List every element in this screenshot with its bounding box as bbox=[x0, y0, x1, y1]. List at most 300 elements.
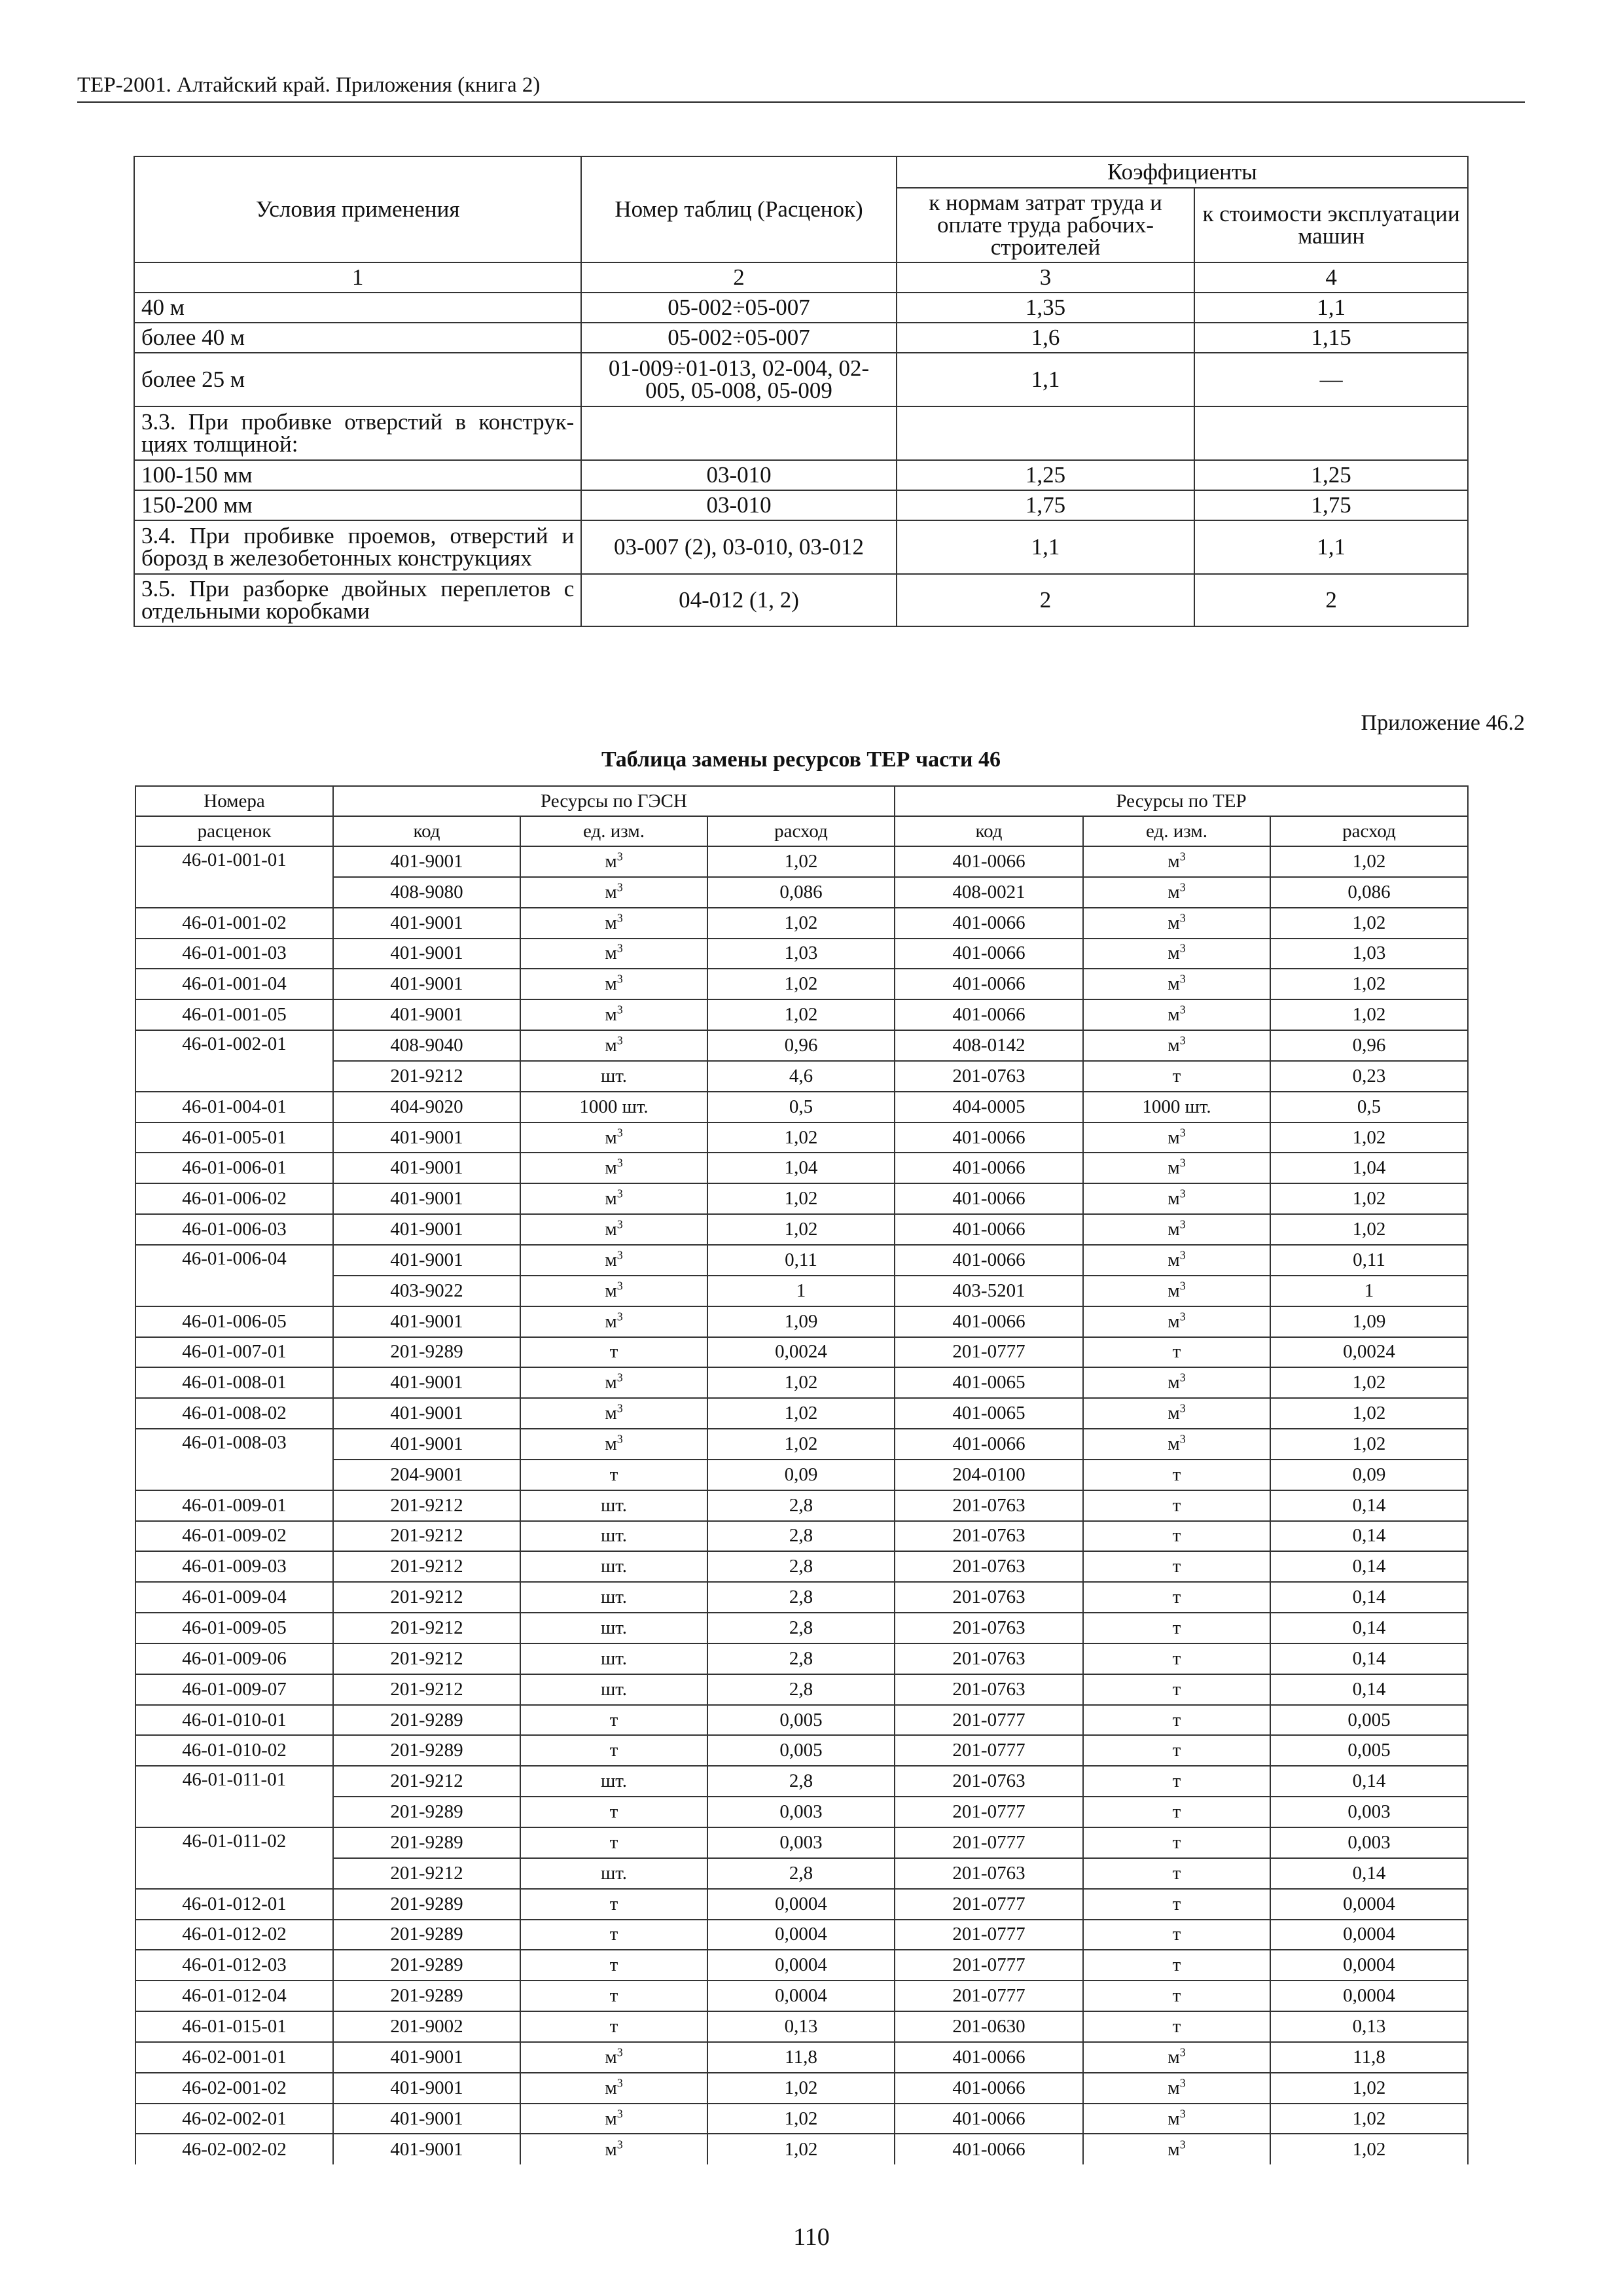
gesn-qty-cell: 0,0004 bbox=[707, 1889, 895, 1920]
table-row bbox=[135, 846, 1468, 877]
ter-code-cell: 403-5201 bbox=[895, 1276, 1083, 1306]
table-row bbox=[135, 2011, 1468, 2042]
rate-number-cell: 46-02-002-02 bbox=[135, 2134, 333, 2164]
ter-qty-cell: 0,11 bbox=[1270, 1245, 1468, 1276]
rate-number-cell: 46-01-002-01 bbox=[135, 1030, 333, 1092]
table-row bbox=[135, 2073, 1468, 2104]
ter-unit-cell: $м^3$ bbox=[1083, 969, 1270, 999]
machine-coef-cell: 1,15 bbox=[1194, 323, 1468, 353]
table-row bbox=[135, 1214, 1468, 1245]
ter-qty-cell: 1,02 bbox=[1270, 2134, 1468, 2164]
gesn-code-cell: 401-9001 bbox=[333, 1398, 520, 1429]
table-row bbox=[135, 1582, 1468, 1613]
gesn-code-cell: 201-9212 bbox=[333, 1582, 520, 1613]
gesn-code-cell: 201-9212 bbox=[333, 1766, 520, 1797]
header-gesn-code: код bbox=[333, 816, 520, 846]
table-row bbox=[134, 406, 1468, 460]
labor-coef-cell: 1,35 bbox=[897, 293, 1195, 323]
ter-unit-cell: $м^3$ bbox=[1083, 1367, 1270, 1398]
gesn-qty-cell: 0,005 bbox=[707, 1735, 895, 1766]
header-rate-numbers: Номера bbox=[135, 786, 333, 816]
condition-cell: 3.3. При пробивке отверстий в конструк-циях толщиной: bbox=[134, 406, 581, 460]
table-row bbox=[135, 877, 1468, 908]
gesn-code-cell: 201-9212 bbox=[333, 1858, 520, 1889]
rate-number-cell: 46-01-006-02 bbox=[135, 1183, 333, 1214]
ter-qty-cell: 0,14 bbox=[1270, 1613, 1468, 1643]
ter-qty-cell: 0,005 bbox=[1270, 1735, 1468, 1766]
gesn-code-cell: 201-9289 bbox=[333, 1705, 520, 1736]
table-row bbox=[135, 1122, 1468, 1153]
gesn-code-cell: 401-9001 bbox=[333, 1429, 520, 1460]
gesn-qty-cell: 0,005 bbox=[707, 1705, 895, 1736]
table-row bbox=[135, 1183, 1468, 1214]
gesn-qty-cell: 0,0004 bbox=[707, 1981, 895, 2011]
ter-qty-cell: 0,0004 bbox=[1270, 1889, 1468, 1920]
table-row bbox=[135, 1061, 1468, 1092]
gesn-qty-cell: 1,02 bbox=[707, 969, 895, 999]
table-row bbox=[135, 1245, 1468, 1276]
table-row bbox=[135, 1367, 1468, 1398]
ter-code-cell: 401-0066 bbox=[895, 1183, 1083, 1214]
ter-code-cell: 401-0066 bbox=[895, 1429, 1083, 1460]
ter-qty-cell: 0,14 bbox=[1270, 1858, 1468, 1889]
gesn-unit-cell: $м^3$ bbox=[520, 1367, 707, 1398]
labor-coef-cell: 1,75 bbox=[897, 490, 1195, 520]
table-row bbox=[135, 1460, 1468, 1490]
gesn-unit-cell: т bbox=[520, 1797, 707, 1827]
gesn-unit-cell: $м^3$ bbox=[520, 1245, 707, 1276]
ter-code-cell: 201-0763 bbox=[895, 1582, 1083, 1613]
rate-number-cell: 46-01-008-01 bbox=[135, 1367, 333, 1398]
ter-qty-cell: 1,02 bbox=[1270, 969, 1468, 999]
gesn-code-cell: 401-9001 bbox=[333, 2042, 520, 2073]
ter-unit-cell: $м^3$ bbox=[1083, 939, 1270, 969]
labor-coef-cell: 1,6 bbox=[897, 323, 1195, 353]
tables-cell: 05-002÷05-007 bbox=[581, 323, 896, 353]
machine-coef-cell bbox=[1194, 406, 1468, 460]
ter-qty-cell: 1,02 bbox=[1270, 1122, 1468, 1153]
ter-unit-cell: $м^3$ bbox=[1083, 2134, 1270, 2164]
condition-cell: более 40 м bbox=[134, 323, 581, 353]
gesn-qty-cell: 1,02 bbox=[707, 1398, 895, 1429]
table-row bbox=[135, 1674, 1468, 1705]
gesn-code-cell: 401-9001 bbox=[333, 2104, 520, 2134]
table-row bbox=[135, 969, 1468, 999]
rate-number-cell: 46-01-009-06 bbox=[135, 1643, 333, 1674]
table-row bbox=[134, 490, 1468, 520]
gesn-code-cell: 204-9001 bbox=[333, 1460, 520, 1490]
gesn-unit-cell: шт. bbox=[520, 1490, 707, 1521]
ter-qty-cell: 1,02 bbox=[1270, 1367, 1468, 1398]
gesn-unit-cell: $м^3$ bbox=[520, 1030, 707, 1061]
ter-unit-cell: $м^3$ bbox=[1083, 1306, 1270, 1337]
gesn-unit-cell: $м^3$ bbox=[520, 2073, 707, 2104]
ter-qty-cell: 1 bbox=[1270, 1276, 1468, 1306]
rate-number-cell: 46-01-009-07 bbox=[135, 1674, 333, 1705]
gesn-qty-cell: 2,8 bbox=[707, 1766, 895, 1797]
ter-code-cell: 201-0777 bbox=[895, 1889, 1083, 1920]
ter-qty-cell: 0,13 bbox=[1270, 2011, 1468, 2042]
ter-code-cell: 201-0777 bbox=[895, 1827, 1083, 1858]
gesn-unit-cell: $м^3$ bbox=[520, 1276, 707, 1306]
gesn-unit-cell: $м^3$ bbox=[520, 1306, 707, 1337]
rate-number-cell: 46-01-008-03 bbox=[135, 1429, 333, 1490]
gesn-qty-cell: 0,09 bbox=[707, 1460, 895, 1490]
gesn-qty-cell: 1,02 bbox=[707, 908, 895, 939]
gesn-code-cell: 201-9212 bbox=[333, 1551, 520, 1582]
gesn-unit-cell: т bbox=[520, 1337, 707, 1368]
gesn-code-cell: 201-9289 bbox=[333, 1337, 520, 1368]
gesn-unit-cell: 1000 шт. bbox=[520, 1092, 707, 1122]
tables-cell bbox=[581, 406, 896, 460]
table-row bbox=[135, 1797, 1468, 1827]
gesn-unit-cell: шт. bbox=[520, 1582, 707, 1613]
gesn-qty-cell: 11,8 bbox=[707, 2042, 895, 2073]
table-row bbox=[134, 293, 1468, 323]
ter-code-cell: 201-0630 bbox=[895, 2011, 1083, 2042]
header-ter-qty: расход bbox=[1270, 816, 1468, 846]
ter-code-cell: 201-0763 bbox=[895, 1643, 1083, 1674]
ter-code-cell: 401-0066 bbox=[895, 846, 1083, 877]
resource-replacement-table bbox=[135, 785, 1469, 2164]
gesn-qty-cell: 0,96 bbox=[707, 1030, 895, 1061]
ter-unit-cell: $м^3$ bbox=[1083, 1214, 1270, 1245]
gesn-unit-cell: т bbox=[520, 1889, 707, 1920]
column-number: 4 bbox=[1194, 262, 1468, 293]
gesn-qty-cell: 1,02 bbox=[707, 999, 895, 1030]
machine-coef-cell: 2 bbox=[1194, 574, 1468, 626]
gesn-code-cell: 201-9212 bbox=[333, 1613, 520, 1643]
gesn-qty-cell: 2,8 bbox=[707, 1490, 895, 1521]
gesn-code-cell: 201-9212 bbox=[333, 1061, 520, 1092]
gesn-qty-cell: 1,02 bbox=[707, 1122, 895, 1153]
rate-number-cell: 46-01-001-03 bbox=[135, 939, 333, 969]
condition-cell: 3.4. При пробивке проемов, отверстий и борозд в железобетонных конструкциях bbox=[134, 520, 581, 574]
gesn-unit-cell: шт. bbox=[520, 1521, 707, 1552]
gesn-code-cell: 201-9289 bbox=[333, 1827, 520, 1858]
page-number: 110 bbox=[793, 2223, 830, 2251]
gesn-qty-cell: 0,11 bbox=[707, 1245, 895, 1276]
gesn-code-cell: 201-9212 bbox=[333, 1674, 520, 1705]
ter-code-cell: 201-0763 bbox=[895, 1674, 1083, 1705]
condition-cell: 100-150 мм bbox=[134, 460, 581, 490]
machine-coef-cell: 1,1 bbox=[1194, 520, 1468, 574]
ter-code-cell: 401-0066 bbox=[895, 969, 1083, 999]
running-header: ТЕР-2001. Алтайский край. Приложения (книга 2) bbox=[77, 73, 1525, 103]
ter-qty-cell: 1,09 bbox=[1270, 1306, 1468, 1337]
header-ter-unit: ед. изм. bbox=[1083, 816, 1270, 846]
table-row bbox=[135, 1950, 1468, 1981]
condition-cell: более 25 м bbox=[134, 353, 581, 406]
ter-code-cell: 401-0066 bbox=[895, 908, 1083, 939]
table-row bbox=[135, 1705, 1468, 1736]
rate-number-cell: 46-01-001-04 bbox=[135, 969, 333, 999]
header-gesn-qty: расход bbox=[707, 816, 895, 846]
gesn-unit-cell: $м^3$ bbox=[520, 1183, 707, 1214]
ter-qty-cell: 0,0024 bbox=[1270, 1337, 1468, 1368]
gesn-qty-cell: 0,0004 bbox=[707, 1920, 895, 1950]
gesn-unit-cell: $м^3$ bbox=[520, 1398, 707, 1429]
table-row bbox=[135, 1398, 1468, 1429]
gesn-qty-cell: 2,8 bbox=[707, 1551, 895, 1582]
rate-number-cell: 46-01-012-02 bbox=[135, 1920, 333, 1950]
rate-number-cell: 46-01-009-05 bbox=[135, 1613, 333, 1643]
labor-coef-cell: 2 bbox=[897, 574, 1195, 626]
gesn-code-cell: 401-9001 bbox=[333, 2073, 520, 2104]
ter-unit-cell: т bbox=[1083, 1521, 1270, 1552]
gesn-unit-cell: т bbox=[520, 1827, 707, 1858]
ter-code-cell: 201-0777 bbox=[895, 1981, 1083, 2011]
rate-number-cell: 46-01-001-05 bbox=[135, 999, 333, 1030]
ter-unit-cell: $м^3$ bbox=[1083, 2073, 1270, 2104]
rate-number-cell: 46-02-001-01 bbox=[135, 2042, 333, 2073]
ter-unit-cell: т bbox=[1083, 1797, 1270, 1827]
ter-qty-cell: 0,14 bbox=[1270, 1643, 1468, 1674]
ter-qty-cell: 1,02 bbox=[1270, 1429, 1468, 1460]
ter-qty-cell: 0,5 bbox=[1270, 1092, 1468, 1122]
gesn-unit-cell: шт. bbox=[520, 1766, 707, 1797]
gesn-unit-cell: шт. bbox=[520, 1643, 707, 1674]
gesn-qty-cell: 1,02 bbox=[707, 1183, 895, 1214]
ter-code-cell: 408-0142 bbox=[895, 1030, 1083, 1061]
gesn-code-cell: 401-9001 bbox=[333, 999, 520, 1030]
gesn-unit-cell: т bbox=[520, 1950, 707, 1981]
gesn-qty-cell: 1,02 bbox=[707, 2134, 895, 2164]
ter-qty-cell: 0,005 bbox=[1270, 1705, 1468, 1736]
gesn-unit-cell: шт. bbox=[520, 1858, 707, 1889]
tables-cell: 01-009÷01-013, 02-004, 02-005, 05-008, 05-009 bbox=[581, 353, 896, 406]
table-row bbox=[134, 520, 1468, 574]
ter-code-cell: 401-0066 bbox=[895, 2073, 1083, 2104]
appendix-label: Приложение 46.2 bbox=[1361, 711, 1525, 735]
machine-coef-cell: 1,25 bbox=[1194, 460, 1468, 490]
ter-unit-cell: т bbox=[1083, 1674, 1270, 1705]
gesn-qty-cell: 0,003 bbox=[707, 1797, 895, 1827]
ter-qty-cell: 1,02 bbox=[1270, 846, 1468, 877]
ter-qty-cell: 1,02 bbox=[1270, 908, 1468, 939]
header-rate-numbers-2: расценок bbox=[135, 816, 333, 846]
table-row bbox=[134, 460, 1468, 490]
labor-coef-cell: 1,25 bbox=[897, 460, 1195, 490]
table-row bbox=[135, 939, 1468, 969]
gesn-unit-cell: т bbox=[520, 1981, 707, 2011]
ter-unit-cell: $м^3$ bbox=[1083, 1153, 1270, 1183]
ter-qty-cell: 1,02 bbox=[1270, 2104, 1468, 2134]
ter-unit-cell: т bbox=[1083, 1981, 1270, 2011]
ter-qty-cell: 0,0004 bbox=[1270, 1950, 1468, 1981]
header-labor-coef: к нормам затрат труда и оплате труда рабочих-строителей bbox=[897, 188, 1195, 262]
ter-code-cell: 401-0066 bbox=[895, 1214, 1083, 1245]
rate-number-cell: 46-01-011-02 bbox=[135, 1827, 333, 1889]
gesn-unit-cell: т bbox=[520, 1735, 707, 1766]
gesn-qty-cell: 0,13 bbox=[707, 2011, 895, 2042]
ter-code-cell: 401-0066 bbox=[895, 2134, 1083, 2164]
ter-code-cell: 201-0777 bbox=[895, 1950, 1083, 1981]
header-ter-resources: Ресурсы по ТЕР bbox=[895, 786, 1468, 816]
gesn-qty-cell: 2,8 bbox=[707, 1643, 895, 1674]
coefficients-table bbox=[134, 156, 1469, 627]
ter-unit-cell: $м^3$ bbox=[1083, 877, 1270, 908]
ter-qty-cell: 1,02 bbox=[1270, 999, 1468, 1030]
table-row bbox=[135, 1092, 1468, 1122]
gesn-qty-cell: 1,02 bbox=[707, 1367, 895, 1398]
ter-unit-cell: $м^3$ bbox=[1083, 999, 1270, 1030]
ter-qty-cell: 0,0004 bbox=[1270, 1920, 1468, 1950]
ter-unit-cell: 1000 шт. bbox=[1083, 1092, 1270, 1122]
rate-number-cell: 46-01-009-02 bbox=[135, 1521, 333, 1552]
rate-number-cell: 46-01-001-01 bbox=[135, 846, 333, 908]
ter-code-cell: 201-0763 bbox=[895, 1613, 1083, 1643]
gesn-code-cell: 403-9022 bbox=[333, 1276, 520, 1306]
ter-qty-cell: 0,0004 bbox=[1270, 1981, 1468, 2011]
condition-cell: 3.5. При разборке двойных переплетов с отдельными коробками bbox=[134, 574, 581, 626]
table-row bbox=[134, 353, 1468, 406]
gesn-unit-cell: шт. bbox=[520, 1613, 707, 1643]
gesn-code-cell: 201-9289 bbox=[333, 1950, 520, 1981]
ter-unit-cell: т bbox=[1083, 1613, 1270, 1643]
ter-code-cell: 401-0065 bbox=[895, 1398, 1083, 1429]
ter-qty-cell: 0,23 bbox=[1270, 1061, 1468, 1092]
ter-qty-cell: 1,02 bbox=[1270, 1398, 1468, 1429]
table-row bbox=[134, 574, 1468, 626]
header-gesn-resources: Ресурсы по ГЭСН bbox=[333, 786, 895, 816]
rate-number-cell: 46-01-010-02 bbox=[135, 1735, 333, 1766]
gesn-code-cell: 404-9020 bbox=[333, 1092, 520, 1122]
gesn-code-cell: 201-9289 bbox=[333, 1981, 520, 2011]
header-conditions: Условия применения bbox=[134, 156, 581, 262]
gesn-qty-cell: 0,5 bbox=[707, 1092, 895, 1122]
gesn-code-cell: 401-9001 bbox=[333, 846, 520, 877]
ter-qty-cell: 1,04 bbox=[1270, 1153, 1468, 1183]
gesn-code-cell: 201-9002 bbox=[333, 2011, 520, 2042]
gesn-code-cell: 201-9212 bbox=[333, 1643, 520, 1674]
ter-qty-cell: 11,8 bbox=[1270, 2042, 1468, 2073]
gesn-unit-cell: $м^3$ bbox=[520, 2104, 707, 2134]
rate-number-cell: 46-01-009-04 bbox=[135, 1582, 333, 1613]
gesn-qty-cell: 1 bbox=[707, 1276, 895, 1306]
gesn-code-cell: 401-9001 bbox=[333, 1122, 520, 1153]
table-row bbox=[135, 2134, 1468, 2164]
column-number: 3 bbox=[897, 262, 1195, 293]
table-row bbox=[135, 1889, 1468, 1920]
ter-unit-cell: $м^3$ bbox=[1083, 2042, 1270, 2073]
gesn-qty-cell: 1,02 bbox=[707, 1214, 895, 1245]
gesn-qty-cell: 2,8 bbox=[707, 1858, 895, 1889]
gesn-unit-cell: $м^3$ bbox=[520, 2134, 707, 2164]
tables-cell: 03-007 (2), 03-010, 03-012 bbox=[581, 520, 896, 574]
ter-code-cell: 401-0066 bbox=[895, 999, 1083, 1030]
rate-number-cell: 46-01-005-01 bbox=[135, 1122, 333, 1153]
ter-unit-cell: т bbox=[1083, 1582, 1270, 1613]
gesn-code-cell: 401-9001 bbox=[333, 1245, 520, 1276]
ter-unit-cell: т bbox=[1083, 2011, 1270, 2042]
table-row bbox=[135, 1337, 1468, 1368]
ter-code-cell: 401-0065 bbox=[895, 1367, 1083, 1398]
gesn-code-cell: 408-9040 bbox=[333, 1030, 520, 1061]
gesn-qty-cell: 2,8 bbox=[707, 1582, 895, 1613]
gesn-unit-cell: $м^3$ bbox=[520, 1214, 707, 1245]
rate-number-cell: 46-01-006-01 bbox=[135, 1153, 333, 1183]
rate-number-cell: 46-01-001-02 bbox=[135, 908, 333, 939]
ter-unit-cell: $м^3$ bbox=[1083, 2104, 1270, 2134]
table-row bbox=[135, 1276, 1468, 1306]
ter-unit-cell: т bbox=[1083, 1889, 1270, 1920]
table-row bbox=[135, 2042, 1468, 2073]
gesn-code-cell: 401-9001 bbox=[333, 969, 520, 999]
gesn-code-cell: 401-9001 bbox=[333, 1183, 520, 1214]
gesn-unit-cell: т bbox=[520, 1920, 707, 1950]
ter-qty-cell: 0,14 bbox=[1270, 1766, 1468, 1797]
gesn-code-cell: 201-9212 bbox=[333, 1490, 520, 1521]
rate-number-cell: 46-01-007-01 bbox=[135, 1337, 333, 1368]
gesn-unit-cell: шт. bbox=[520, 1551, 707, 1582]
column-number: 1 bbox=[134, 262, 581, 293]
rate-number-cell: 46-01-012-01 bbox=[135, 1889, 333, 1920]
ter-code-cell: 201-0777 bbox=[895, 1705, 1083, 1736]
table-row bbox=[135, 1981, 1468, 2011]
ter-qty-cell: 1,02 bbox=[1270, 1183, 1468, 1214]
ter-unit-cell: $м^3$ bbox=[1083, 908, 1270, 939]
gesn-qty-cell: 1,03 bbox=[707, 939, 895, 969]
gesn-qty-cell: 1,02 bbox=[707, 846, 895, 877]
rate-number-cell: 46-01-006-04 bbox=[135, 1245, 333, 1306]
table-row bbox=[135, 1490, 1468, 1521]
table-row bbox=[135, 1429, 1468, 1460]
ter-qty-cell: 0,14 bbox=[1270, 1674, 1468, 1705]
ter-unit-cell: $м^3$ bbox=[1083, 1429, 1270, 1460]
ter-qty-cell: 1,02 bbox=[1270, 1214, 1468, 1245]
ter-code-cell: 401-0066 bbox=[895, 939, 1083, 969]
rate-number-cell: 46-01-015-01 bbox=[135, 2011, 333, 2042]
gesn-code-cell: 201-9212 bbox=[333, 1521, 520, 1552]
ter-qty-cell: 0,003 bbox=[1270, 1827, 1468, 1858]
ter-unit-cell: т bbox=[1083, 1920, 1270, 1950]
machine-coef-cell: 1,1 bbox=[1194, 293, 1468, 323]
gesn-code-cell: 401-9001 bbox=[333, 1367, 520, 1398]
gesn-code-cell: 201-9289 bbox=[333, 1735, 520, 1766]
header-machine-coef: к стоимости эксплуатации машин bbox=[1194, 188, 1468, 262]
tables-cell: 03-010 bbox=[581, 490, 896, 520]
gesn-qty-cell: 2,8 bbox=[707, 1521, 895, 1552]
ter-unit-cell: т bbox=[1083, 1827, 1270, 1858]
gesn-code-cell: 201-9289 bbox=[333, 1920, 520, 1950]
gesn-code-cell: 401-9001 bbox=[333, 1306, 520, 1337]
ter-qty-cell: 0,14 bbox=[1270, 1582, 1468, 1613]
rate-number-cell: 46-02-001-02 bbox=[135, 2073, 333, 2104]
ter-code-cell: 201-0763 bbox=[895, 1551, 1083, 1582]
ter-unit-cell: $м^3$ bbox=[1083, 1030, 1270, 1061]
gesn-code-cell: 201-9289 bbox=[333, 1797, 520, 1827]
labor-coef-cell bbox=[897, 406, 1195, 460]
gesn-qty-cell: 0,0004 bbox=[707, 1950, 895, 1981]
ter-unit-cell: т bbox=[1083, 1735, 1270, 1766]
ter-code-cell: 201-0777 bbox=[895, 1797, 1083, 1827]
table-row bbox=[135, 1735, 1468, 1766]
rate-number-cell: 46-01-009-03 bbox=[135, 1551, 333, 1582]
gesn-unit-cell: $м^3$ bbox=[520, 999, 707, 1030]
header-table-numbers: Номер таблиц (Расценок) bbox=[581, 156, 896, 262]
ter-code-cell: 408-0021 bbox=[895, 877, 1083, 908]
ter-qty-cell: 1,02 bbox=[1270, 2073, 1468, 2104]
table-title: Таблица замены ресурсов ТЕР части 46 bbox=[601, 747, 1001, 772]
ter-unit-cell: $м^3$ bbox=[1083, 1276, 1270, 1306]
gesn-qty-cell: 1,02 bbox=[707, 2073, 895, 2104]
condition-cell: 150-200 мм bbox=[134, 490, 581, 520]
ter-unit-cell: т bbox=[1083, 1460, 1270, 1490]
ter-code-cell: 401-0066 bbox=[895, 2104, 1083, 2134]
ter-unit-cell: т bbox=[1083, 1950, 1270, 1981]
ter-unit-cell: т bbox=[1083, 1766, 1270, 1797]
